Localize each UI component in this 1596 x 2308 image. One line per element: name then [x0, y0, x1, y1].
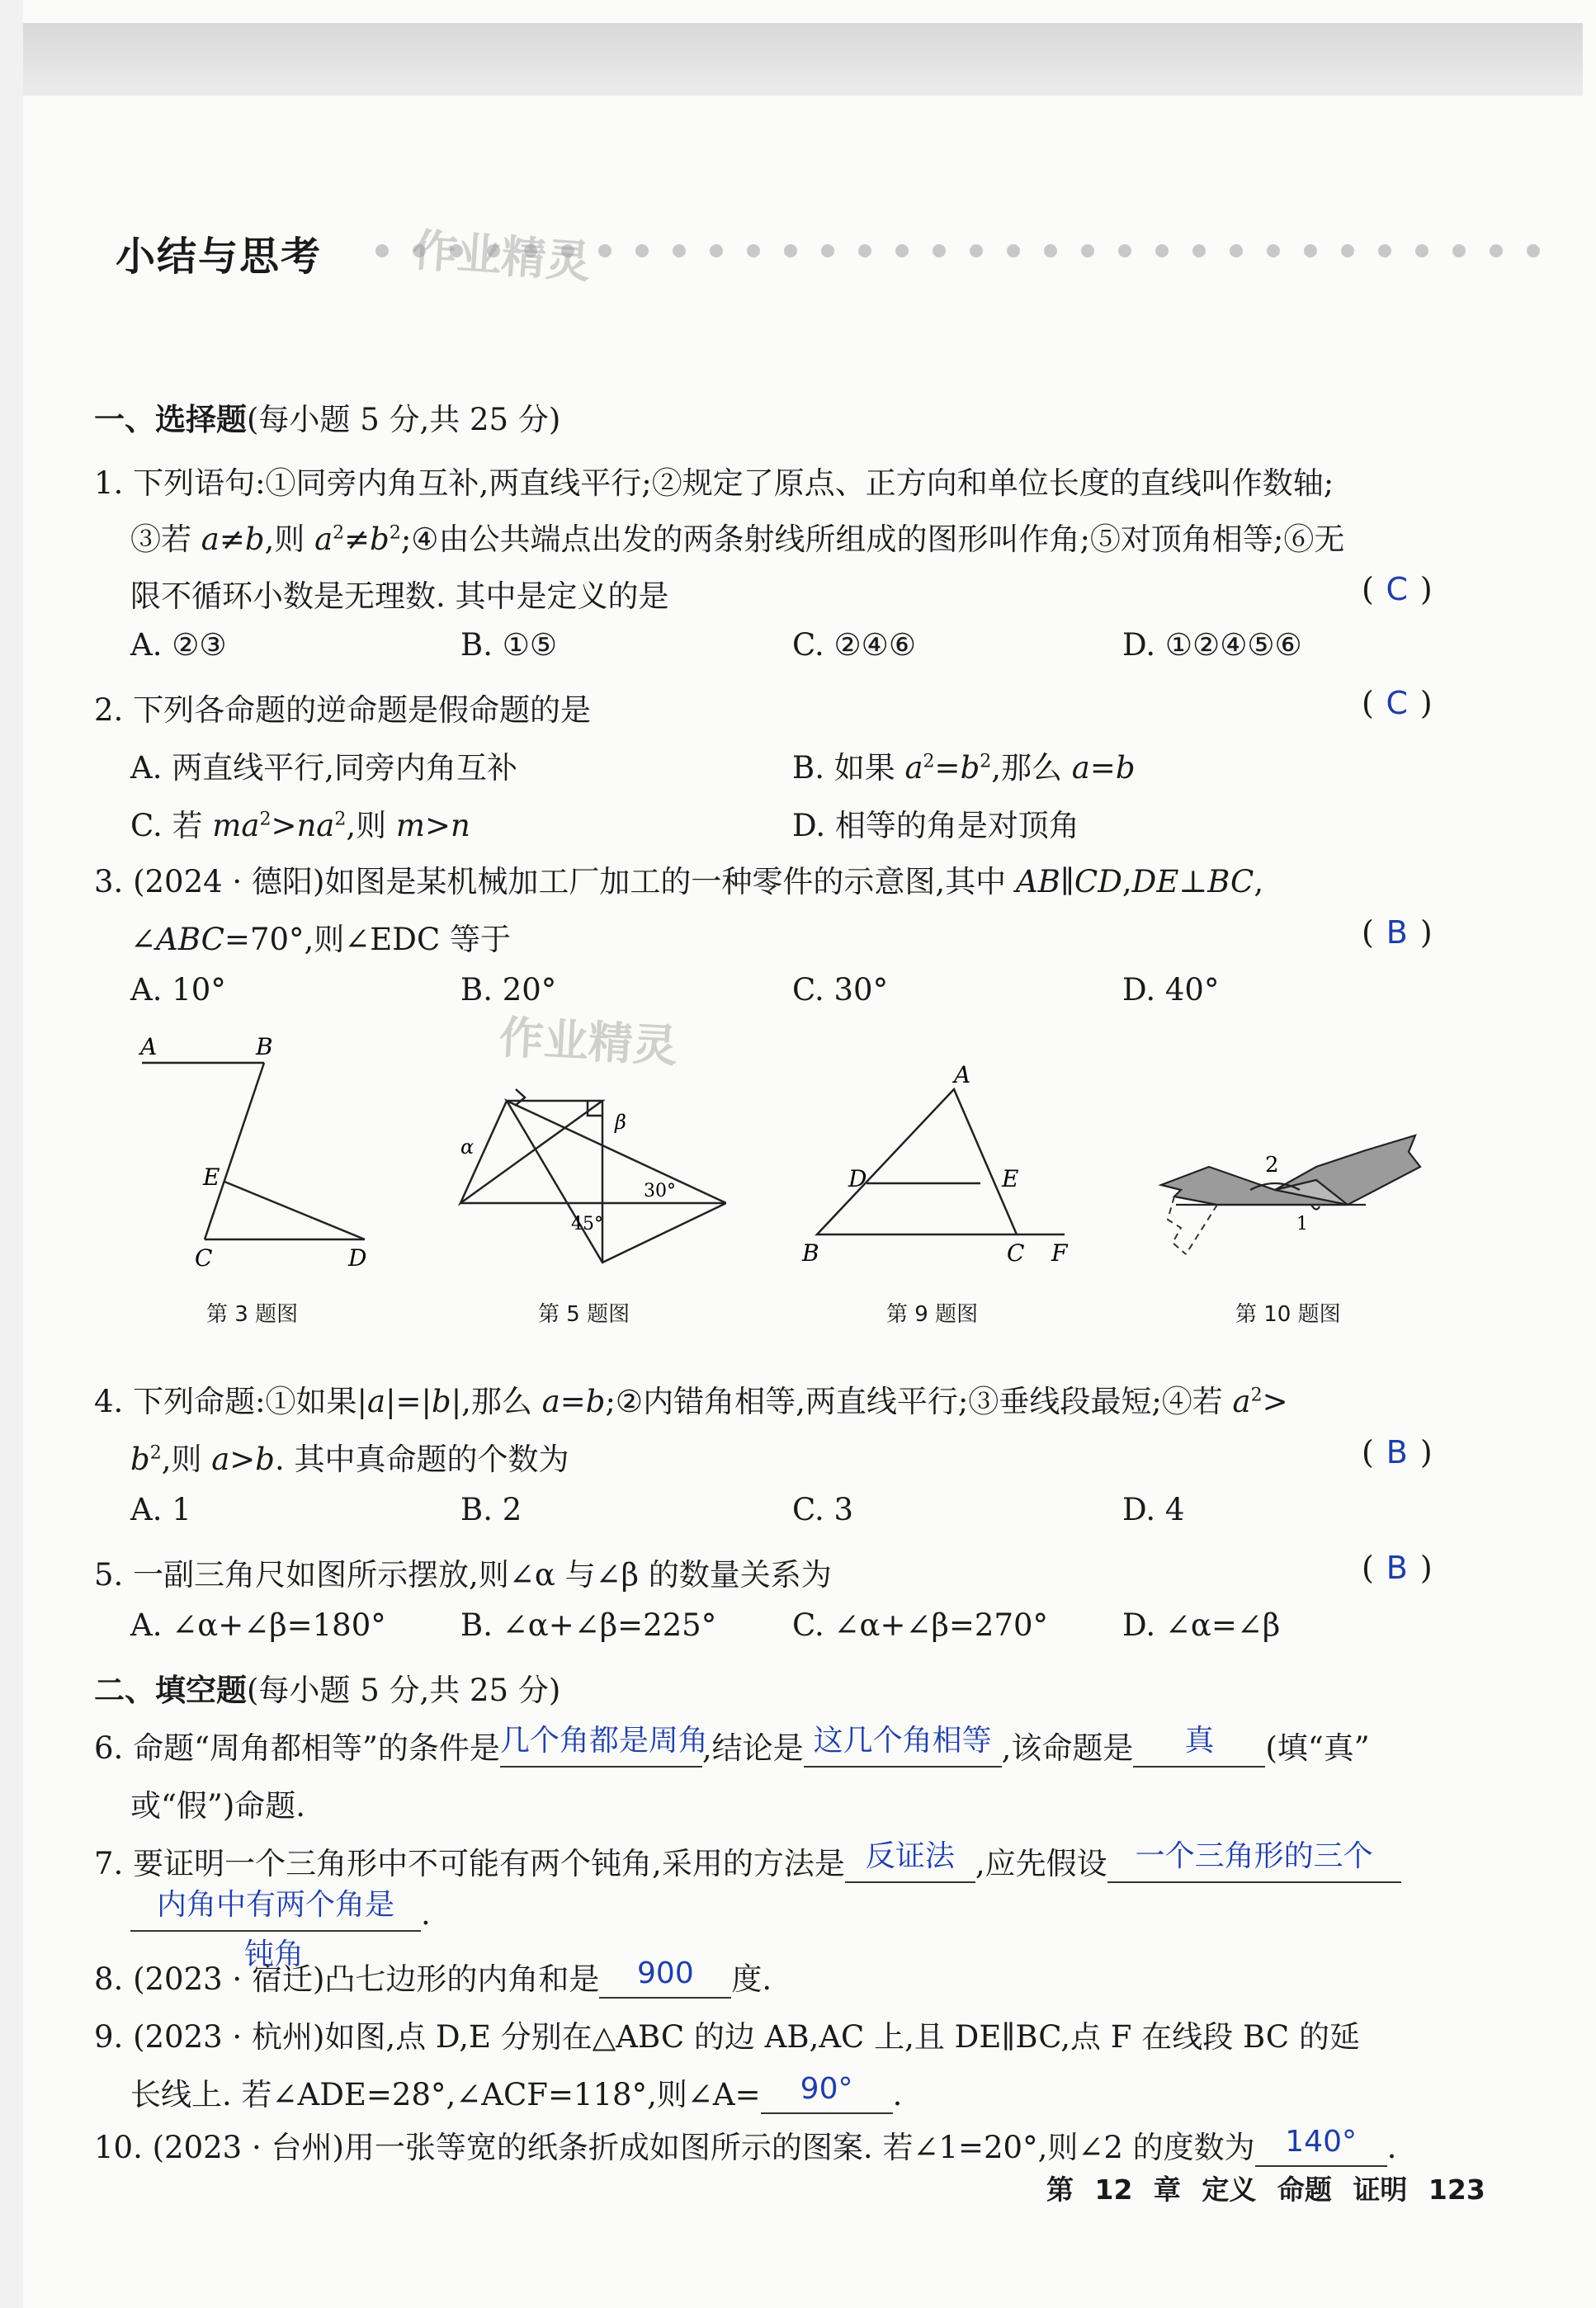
title-dot [1044, 244, 1057, 257]
page-footer [1046, 2169, 1485, 2207]
fig5-caption: 第 5 题图 [538, 1302, 630, 1327]
title-dot [821, 244, 834, 257]
q1-line2 [130, 514, 1344, 559]
fig3-line-de [224, 1182, 365, 1239]
title-dot [933, 244, 946, 257]
q4-option-d: D. 4 [1122, 1492, 1185, 1527]
q1-text-a: ③若 [130, 522, 201, 557]
q5-answer: B [1386, 1550, 1408, 1586]
q7-text-end: . [421, 1896, 431, 1932]
q3-answer: B [1386, 914, 1408, 951]
q6-line1 [94, 1723, 1370, 1768]
q2-option-c: C. 若 $ma^2>na^2$,则 m>n [130, 808, 470, 843]
q3-line1: 3. (2024 · 德阳)如图是某机械加工厂加工的一种零件的示意图,其中 AB∥CD,DE⊥BC, [94, 864, 1264, 899]
q7-answer-assumption-b: 内角中有两个角是 [156, 1888, 394, 1922]
title-dot [1527, 244, 1540, 257]
watermark-top: 作业精灵 [410, 224, 593, 289]
title-dot [1230, 244, 1243, 257]
q9-text-post: . [892, 2077, 903, 2112]
q10-blank[interactable] [1255, 2125, 1387, 2167]
q4-option-c: C. 3 [792, 1492, 854, 1527]
q4-text-post: . 其中真命题的个数为 [274, 1442, 569, 1477]
q1-option-a: A. ②③ [130, 627, 227, 663]
fig5-triangle-30 [460, 1101, 602, 1203]
q4-line2: $b^2$,则 a>b. 其中真命题的个数为 [130, 1442, 569, 1477]
fig9-label-a: A [954, 1064, 971, 1088]
fig3-label-c: C [195, 1244, 213, 1271]
q3-line2: ∠ABC=70°,则∠EDC 等于 [130, 922, 512, 957]
title-dot [1155, 244, 1169, 257]
q7-answer-assumption-a: 一个三角形的三个 [1135, 1839, 1373, 1873]
q2-option-b: B. 如果 $a^2=b^2$,那么 a=b [792, 750, 1136, 786]
title-dot [1267, 244, 1280, 257]
q5-option-a: A. ∠α+∠β=180° [130, 1607, 386, 1643]
q9-line2 [130, 2070, 902, 2114]
q9-text-pre: 长线上. 若∠ADE=28°,∠ACF=118°,则∠A= [130, 2077, 761, 2112]
q1-math-ineq1: a≠b [201, 522, 265, 557]
q2-option-d: D. 相等的角是对顶角 [792, 808, 1079, 843]
q7-line2 [130, 1888, 431, 1932]
fig3-caption: 第 3 题图 [206, 1302, 299, 1327]
fig10-caption: 第 10 题图 [1235, 1302, 1341, 1327]
fig5-label-30: 30° [644, 1181, 676, 1201]
q3-option-b: B. 20° [460, 972, 557, 1008]
title-dot [895, 244, 909, 257]
fig3-line-bc [205, 1063, 264, 1239]
q2-answer-bracket: ( C ) [1362, 685, 1433, 721]
q1-text-b: ,则 [264, 522, 315, 557]
title-dot [673, 244, 686, 257]
title-dot [598, 244, 611, 257]
q8-text-pre: 8. (2023 · 宿迁)凸七边形的内角和是 [94, 1961, 600, 1997]
q3-text-post: ,则∠EDC 等于 [304, 922, 512, 957]
q6-line2: 或“假”)命题. [130, 1788, 306, 1824]
q1-option-b: B. ①⑤ [460, 627, 558, 663]
fig9-label-f: F [1051, 1239, 1068, 1267]
title-dot [375, 244, 389, 257]
q1-answer: C [1386, 571, 1409, 607]
title-dot [1341, 244, 1354, 257]
title-dot [1007, 244, 1020, 257]
title-dot [1415, 244, 1428, 257]
q6-answer-conclusion: 这几个角相等 [813, 1724, 992, 1758]
q8-line1 [94, 1954, 772, 1999]
q1-answer-bracket: ( C ) [1362, 571, 1433, 607]
footer-topic-2: 命题 [1277, 2173, 1332, 2206]
title-dot [858, 244, 871, 257]
fig9-caption: 第 9 题图 [886, 1302, 979, 1327]
q7-blank-assumption-cont[interactable] [130, 1888, 421, 1932]
q9-line1: 9. (2023 · 杭州)如图,点 D,E 分别在△ABC 的边 AB,AC 上,且 DE∥BC,点 F 在线段 BC 的延 [94, 2019, 1360, 2055]
fig9-label-b: B [802, 1239, 819, 1267]
title-dot [710, 244, 723, 257]
fig3-label-e: E [203, 1163, 220, 1191]
q4-text-pre: 4. 下列命题:①如果| [94, 1384, 367, 1419]
q3-option-c: C. 30° [792, 972, 889, 1008]
title-dot [747, 244, 760, 257]
part1-heading [94, 394, 560, 439]
q7-text-pre: 7. 要证明一个三角形中不可能有两个钝角,采用的方法是 [94, 1846, 845, 1881]
q4-answer-bracket: ( B ) [1362, 1434, 1433, 1470]
part2-title: 二、填空题 [94, 1673, 247, 1708]
page-left-shadow [0, 0, 23, 2308]
title-dot [784, 244, 797, 257]
q6-blank-truth[interactable] [1133, 1724, 1265, 1768]
q5-option-c: C. ∠α+∠β=270° [792, 1607, 1049, 1643]
footer-chapter: 第 12 章 [1046, 2173, 1181, 2206]
title-dot [1378, 244, 1391, 257]
q10-text-post: . [1386, 2130, 1397, 2165]
q6-text-mid: ,结论是 [701, 1730, 804, 1766]
q2-option-a: A. 两直线平行,同旁内角互补 [130, 750, 518, 786]
q7-answer-method: 反证法 [865, 1839, 955, 1873]
q5-answer-bracket: ( B ) [1362, 1550, 1433, 1586]
q6-text-post: ,该命题是 [1001, 1730, 1134, 1766]
q7-text-mid: ,应先假设 [975, 1846, 1107, 1881]
q4-text-b: |=| [385, 1384, 432, 1419]
title-dot [1192, 244, 1206, 257]
q3-text-pre: 3. (2024 · 德阳)如图是某机械加工厂加工的一种零件的示意图,其中 [94, 864, 1016, 899]
title-dot [970, 244, 983, 257]
q6-blank-conclusion[interactable] [804, 1724, 1002, 1768]
fig5-label-beta: β [615, 1111, 626, 1134]
part2-heading [94, 1665, 560, 1710]
q2-option-c-mid: ,则 [346, 808, 396, 843]
q5-option-b: B. ∠α+∠β=225° [460, 1607, 717, 1643]
fig9-label-d: D [848, 1165, 867, 1192]
fig5-right-angle-mark-2 [515, 1089, 525, 1106]
title-dot [1081, 244, 1094, 257]
q1-math-ineq2: $a^2\ne b^2$ [314, 522, 401, 557]
section-title: 小结与思考 [116, 234, 323, 280]
q6-answer-condition: 几个角都是周角 [499, 1724, 708, 1758]
fig5-label-45: 45° [571, 1214, 603, 1234]
q3-option-d: D. 40° [1122, 972, 1220, 1008]
q8-answer: 900 [637, 1956, 694, 1990]
q1-option-d: D. ①②④⑤⑥ [1122, 627, 1302, 663]
q2-line1: 2. 下列各命题的逆命题是假命题的是 [94, 692, 592, 728]
q3-option-a: A. 10° [130, 972, 226, 1008]
footer-topic-3: 证明 [1353, 2173, 1408, 2206]
q2-option-c-pre: C. 若 [130, 808, 213, 843]
q1-line1: 1. 下列语句:①同旁内角互补,两直线平行;②规定了原点、正方向和单位长度的直线叫作数轴; [94, 465, 1334, 501]
fig3-label-a: A [140, 1033, 158, 1060]
q6-answer-truth: 真 [1184, 1724, 1215, 1758]
q10-answer: 140° [1285, 2125, 1357, 2159]
q9-answer: 90° [800, 2072, 853, 2106]
title-dot [635, 244, 649, 257]
q3-answer-bracket: ( B ) [1362, 914, 1433, 951]
q9-blank[interactable] [761, 2072, 893, 2114]
part1-note: (每小题 5 分,共 25 分) [247, 402, 561, 437]
q10-line1 [94, 2122, 1396, 2167]
watermark-middle: 作业精灵 [498, 1011, 679, 1073]
q4-text-d: ;②内错角相等,两直线平行;③垂线段最短;④若 [605, 1384, 1233, 1419]
page-number: 123 [1428, 2173, 1485, 2206]
fig9-triangle-abc [817, 1089, 1017, 1234]
q7-line1 [94, 1838, 1401, 1883]
fig3-label-b: B [256, 1033, 273, 1060]
fig10-folded-strip [1161, 1135, 1420, 1205]
q6-text-tail: (填“真” [1265, 1730, 1370, 1766]
q4-text-c: |,那么 [451, 1384, 542, 1419]
q4-answer: B [1386, 1434, 1408, 1470]
figure-3 [132, 1031, 388, 1271]
q6-text-pre: 6. 命题“周角都相等”的条件是 [94, 1730, 500, 1766]
fig9-label-c: C [1007, 1239, 1025, 1267]
q6-blank-condition[interactable] [499, 1724, 708, 1768]
q2-option-b-mid: ,那么 [991, 750, 1072, 786]
q7-blank-method[interactable] [845, 1839, 975, 1883]
part1-title: 一、选择题 [94, 402, 247, 437]
fig10-label-2: 2 [1265, 1153, 1279, 1178]
fig5-label-alpha: α [460, 1135, 475, 1159]
title-dot [1304, 244, 1317, 257]
q7-blank-assumption[interactable] [1107, 1839, 1401, 1883]
q2-answer: C [1386, 685, 1409, 721]
figure-5 [446, 1073, 726, 1271]
q4-line1: 4. 下列命题:①如果|a|=|b|,那么 a=b;②内错角相等,两直线平行;③垂线段最短;④若 $a^2>$ [94, 1384, 1288, 1419]
scan-top-band [23, 23, 1583, 96]
title-dot [1452, 244, 1466, 257]
title-dot [1490, 244, 1503, 257]
q8-blank[interactable] [599, 1956, 731, 1999]
q4-text-mid: ,则 [161, 1442, 212, 1477]
fig10-dashed-fold [1186, 1205, 1217, 1254]
q1-line3: 限不循环小数是无理数. 其中是定义的是 [130, 578, 669, 614]
q8-text-post: 度. [731, 1961, 772, 1997]
q4-option-b: B. 2 [460, 1492, 522, 1527]
title-dot [1118, 244, 1131, 257]
fig10-label-1: 1 [1296, 1214, 1308, 1234]
figure-10 [1151, 1130, 1432, 1271]
q1-text-c: ;④由公共端点出发的两条射线所组成的图形叫作角;⑤对顶角相等;⑥无 [400, 522, 1345, 557]
q10-text-pre: 10. (2023 · 台州)用一张等宽的纸条折成如图所示的图案. 若∠1=20°,则∠2 的度数为 [94, 2130, 1255, 2165]
q4-option-a: A. 1 [130, 1492, 191, 1527]
figure-9 [800, 1064, 1081, 1271]
fig3-label-d: D [348, 1244, 367, 1271]
footer-topic-1: 定义 [1202, 2173, 1257, 2206]
q2-option-b-pre: B. 如果 [792, 750, 905, 786]
q5-line1: 5. 一副三角尺如图所示摆放,则∠α 与∠β 的数量关系为 [94, 1557, 832, 1593]
fig9-label-e: E [1002, 1165, 1019, 1192]
q5-option-d: D. ∠α=∠β [1122, 1607, 1281, 1643]
q1-option-c: C. ②④⑥ [792, 627, 917, 663]
part2-note: (每小题 5 分,共 25 分) [247, 1673, 561, 1708]
q7-answer-assumption-c: 钝角 [244, 1937, 305, 1971]
